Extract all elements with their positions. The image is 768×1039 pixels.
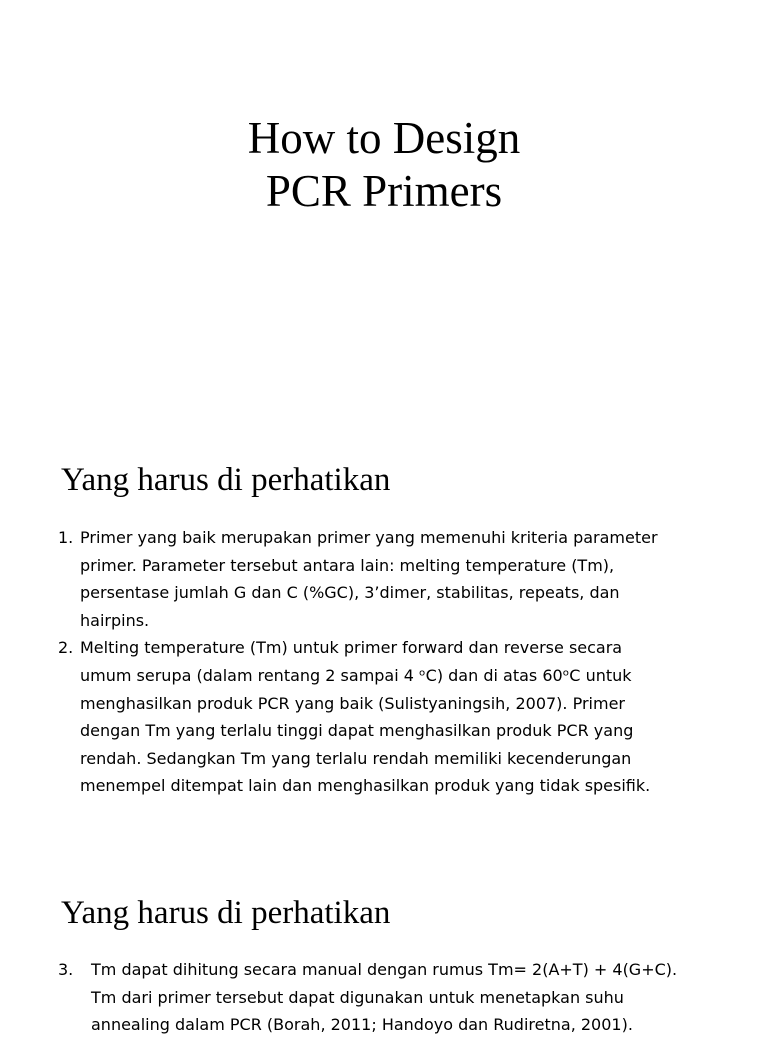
list-item-text-line: persentase jumlah G dan C (%GC), 3’dimer, stabilitas, repeats, dan xyxy=(80,583,620,603)
list-item-text-line: Melting temperature (Tm) untuk primer forward dan reverse secara xyxy=(80,638,623,658)
list-item xyxy=(0,524,712,634)
criteria-list-2 xyxy=(0,956,768,1039)
list-item xyxy=(0,634,712,800)
list-item-text-line: menempel ditempat lain dan menghasilkan produk yang tidak spesifik. xyxy=(80,776,651,796)
section-heading-2: Yang harus di perhatikan xyxy=(61,895,391,931)
list-item-text-line: hairpins. xyxy=(80,610,150,630)
list-item-text-line: Tm dari primer tersebut dapat digunakan untuk menetapkan suhu xyxy=(91,987,624,1007)
list-item-text-line: menghasilkan produk PCR yang baik (Sulistyaningsih, 2007). Primer xyxy=(80,693,625,713)
page-title-line-2: PCR Primers xyxy=(265,166,503,216)
list-item-text-line: rendah. Sedangkan Tm yang terlalu rendah memiliki kecenderungan xyxy=(80,748,632,768)
list-item xyxy=(0,956,712,1039)
section-heading-1: Yang harus di perhatikan xyxy=(61,462,391,498)
page-title xyxy=(0,112,768,218)
criteria-list-1 xyxy=(0,524,768,800)
list-item-number: 1. xyxy=(58,528,74,547)
list-item-text-line: primer. Parameter tersebut antara lain: melting temperature (Tm), xyxy=(80,555,615,575)
list-item-text-line: dengan Tm yang terlalu tinggi dapat menghasilkan produk PCR yang xyxy=(80,721,634,741)
list-item-number: 3. xyxy=(58,960,74,979)
list-item-number: 2. xyxy=(58,638,74,658)
list-item-text-line: annealing dalam PCR (Borah, 2011; Handoyo dan Rudiretna, 2001). xyxy=(91,1015,633,1035)
list-item-text-line: Tm dapat dihitung secara manual dengan rumus Tm= 2(A+T) + 4(G+C). xyxy=(91,960,678,979)
page-title-line-1: How to Design xyxy=(247,113,521,163)
list-item-text-line: umum serupa (dalam rentang 2 sampai 4 ᵒC) dan di atas 60ᵒC untuk xyxy=(80,665,632,685)
list-item-text-line: Primer yang baik merupakan primer yang memenuhi kriteria parameter xyxy=(80,528,658,547)
